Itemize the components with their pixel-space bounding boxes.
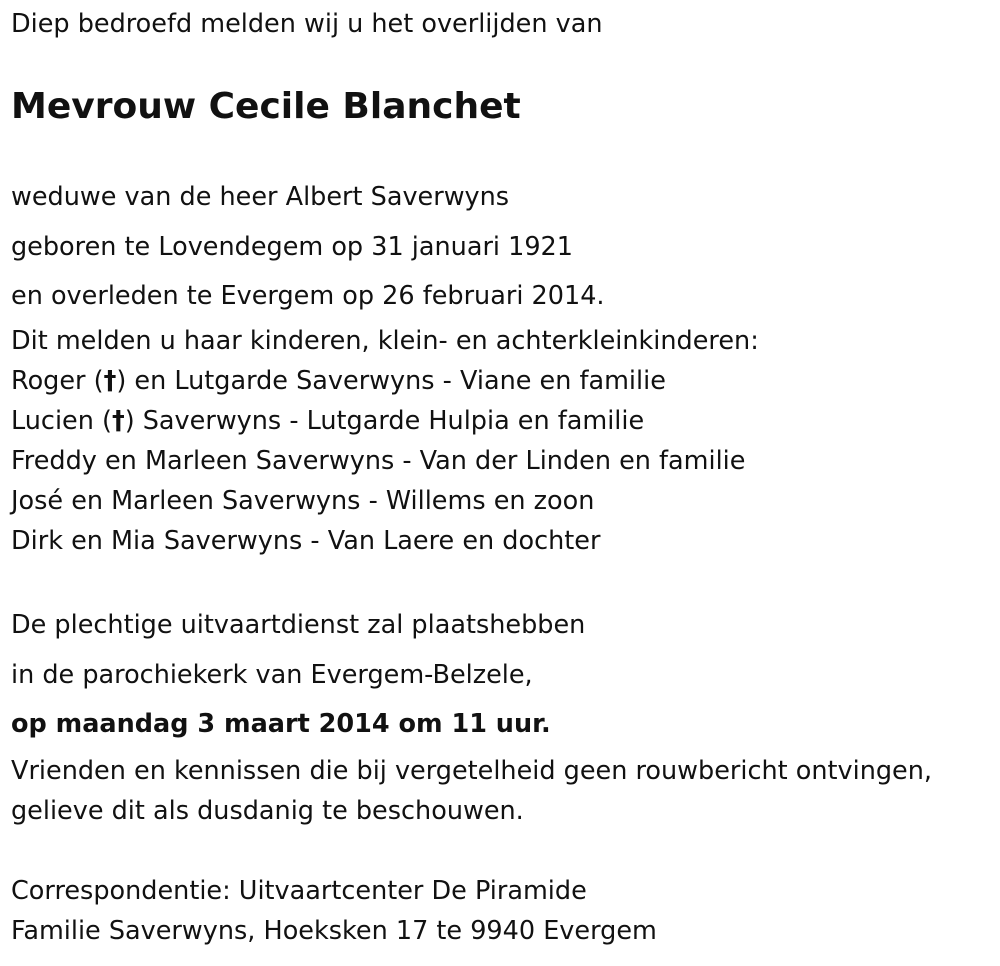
family-member-name: Roger (: [11, 366, 104, 396]
family-list: [11, 321, 759, 561]
intro-text: Diep bedroefd melden wij u het overlijden van: [11, 9, 603, 39]
family-member-line: [11, 361, 759, 401]
deceased-details: [11, 173, 605, 322]
closing-note: [11, 751, 932, 831]
family-member-name: Lucien (: [11, 406, 112, 436]
correspondence: [11, 871, 657, 951]
death-line: en overleden te Evergem op 26 februari 2014.: [11, 281, 605, 311]
funeral-service: [11, 601, 585, 750]
family-intro: Dit melden u haar kinderen, klein- en achterkleinkinderen:: [11, 326, 759, 356]
spouse-line: weduwe van de heer Albert Saverwyns: [11, 182, 510, 212]
birth-line: geboren te Lovendegem op 31 januari 1921: [11, 231, 574, 262]
service-date-time: op maandag 3 maart 2014 om 11 uur.: [11, 709, 551, 739]
family-member-line: José en Marleen Saverwyns - Willems en zoon: [11, 486, 595, 516]
family-member-rest: ) en Lutgarde Saverwyns - Viane en familie: [116, 366, 666, 396]
family-member-line: Freddy en Marleen Saverwyns - Van der Linden en familie: [11, 446, 746, 476]
family-member-line: Dirk en Mia Saverwyns - Van Laere en dochter: [11, 526, 601, 556]
closing-line-2: gelieve dit als dusdanig te beschouwen.: [11, 796, 524, 826]
service-line-1: De plechtige uitvaartdienst zal plaatshebben: [11, 610, 586, 640]
correspondence-line-1: Correspondentie: Uitvaartcenter De Piramide: [11, 876, 587, 906]
cross-icon: †: [103, 366, 117, 396]
deceased-name: Mevrouw Cecile Blanchet: [11, 86, 521, 127]
closing-line-1: Vrienden en kennissen die bij vergetelheid geen rouwbericht ontvingen,: [11, 756, 933, 786]
correspondence-address: Familie Saverwyns, Hoeksken 17 te 9940 Evergem: [11, 916, 657, 946]
cross-icon: †: [111, 406, 125, 436]
family-member-line: [11, 401, 759, 441]
service-line-2: in de parochiekerk van Evergem-Belzele,: [11, 659, 533, 690]
family-member-rest: ) Saverwyns - Lutgarde Hulpia en familie: [124, 406, 645, 436]
